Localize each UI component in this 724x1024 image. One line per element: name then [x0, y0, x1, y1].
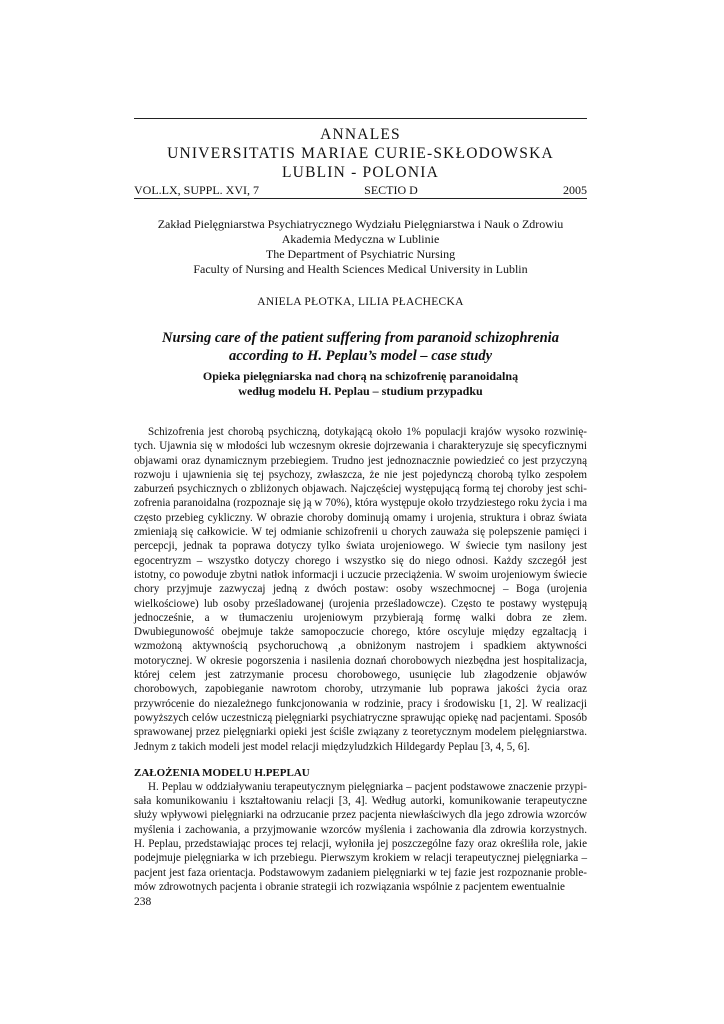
body-paragraph: H. Peplau w oddziaływaniu terapeutycznym pielęgniarka – pacjent podstawowe znaczenie przypisała komunikowaniu i kształtowaniu relacji [3, 4]. Według autorki, komunikowanie terapeutyczne służy wpływowi pielęgniarki na odrzucanie przez pacjenta niewłaściwych dla jego zdrowia wzorców myślenia i zachowania, a przyjmowanie wzorców myślenia i zachowania dla zdrowia korzystnych. H. Peplau, przedstawiając proces tej relacji, wyłoniła jej poszczególne fazy oraz określiła role, jakie podejmuje pielęgniarka w ich przebiegu. Pierwszym krokiem w relacji terapeutycznej pielęgniarka – pacjent jest faza orientacja. Podstawowym zadaniem pielęgniarki w tej fazie jest rozpoznanie problemów zdrowotnych pacjenta i obranie strategii ich rozwiązania wspólnie z pacjentem ewentualnie	[134, 780, 587, 893]
affiliation-line: Akademia Medyczna w Lublinie	[281, 232, 440, 246]
journal-line-3: LUBLIN - POLONIA	[282, 164, 439, 181]
section-info: SECTIO D	[364, 183, 418, 197]
affiliation-line: Faculty of Nursing and Health Sciences Medical University in Lublin	[193, 262, 528, 276]
volume-info: VOL.LX, SUPPL. XVI, 7	[134, 183, 260, 197]
title-polish-line: Opieka pielęgniarska nad chorą na schizofrenię paranoidalną	[202, 369, 519, 383]
top-rule	[134, 118, 587, 119]
bottom-rule	[134, 198, 587, 199]
section-heading: ZAŁOŻENIA MODELU H.PEPLAU	[134, 766, 310, 779]
abstract-paragraph: Schizofrenia jest chorobą psychiczną, dotykającą około 1% populacji krajów wysoko rozwiniętych. Ujawnia się w młodości lub wczesnym okresie dojrzewania i charakteryzuje się specyficznymi objawami oraz dynamicznym przebiegiem. Trudno jest jednoznacznie powiedzieć co jest przyczyną rozwoju i ujawnienia się tej psychozy, zwłaszcza, że nie jest pojedynczą chorobą tylko zespołem zaburzeń psychicznych o zbliżonych objawach. Najczęściej występującą formą tej choroby jest schizofrenia paranoidalna (rozpoznaje się ją w 70%), która występuje około trzydziestego roku życia i ma często przebieg cykliczny. W obrazie choroby dominują omamy i urojenia, struktura i obraz świata zmieniają się całkowicie. W tej odmianie schizofrenii u chorych zauważa się polepszenie pamięci i percepcji, jednak ta poprawa dotyczy tylko świata urojeniowego. W świecie tym nasilony jest egocentryzm – wszystko dotyczy chorego i wszystko się do niego odnosi. Każdy szczegół jest istotny, co powoduje zbytni natłok informacji i uczucie przeciążenia. W swoim urojeniowym świecie chory przyjmuje zazwyczaj jedną z dwóch postaw: osoby wszechmocnej – Boga (urojenia wielkościowe) lub osoby prześladowanej (urojenia prześladowcze). Często te postawy występują jednocześnie, a w tłumaczeniu urojeniowym przybierają formę walki dobra ze złem. Dwubiegunowość obejmuje także samopoczucie chorego, które oscyluje między egzaltacją i wzmożoną aktywnością psychoruchową ,a obniżonym nastrojem i spadkiem aktywności motorycznej. W okresie pogorszenia i nasilenia doznań chorobowych niezbędna jest hospitalizacja, której celem jest zatrzymanie procesu chorobowego, usunięcie lub złagodzenie objawów chorobowych, zapobieganie nawrotom choroby, utrzymanie lub poprawa jakości życia oraz przywrócenie do niezależnego funkcjonowania w rodzinie, pracy i środowisku [1, 2]. W realizacji powyższych celów uczestniczą pielęgniarki psychiatryczne sprawując opiekę nad pacjentami. Sposób sprawowanej przez pielęgniarki opieki jest ściśle związany z teoretycznym modelem pielęgniarstwa. Jednym z takich modeli jest model relacji międzyludzkich Hildegardy Peplau [3, 4, 5, 6].	[134, 426, 587, 753]
title-polish-line: według modelu H. Peplau – studium przypadku	[238, 384, 483, 398]
journal-line-1: ANNALES	[320, 126, 401, 143]
journal-line-2: UNIVERSITATIS MARIAE CURIE-SKŁODOWSKA	[167, 145, 554, 162]
title-english-line: Nursing care of the patient suffering from paranoid schizophrenia	[162, 330, 559, 346]
volume-row	[134, 183, 587, 197]
title-polish	[134, 369, 587, 399]
affiliation-line: Zakład Pielęgniarstwa Psychiatrycznego Wydziału Pielęgniarstwa i Nauk o Zdrowiu	[157, 217, 564, 231]
affiliation	[134, 217, 587, 277]
article-page	[134, 118, 587, 908]
authors: ANIELA PŁOTKA, LILIA PŁACHECKA	[257, 296, 464, 308]
affiliation-line: The Department of Psychiatric Nursing	[265, 247, 456, 261]
page-number: 238	[134, 896, 152, 909]
year-info: 2005	[563, 183, 587, 197]
title-english	[134, 329, 587, 365]
journal-header	[134, 125, 587, 182]
title-english-line: according to H. Peplau’s model – case study	[228, 348, 493, 364]
